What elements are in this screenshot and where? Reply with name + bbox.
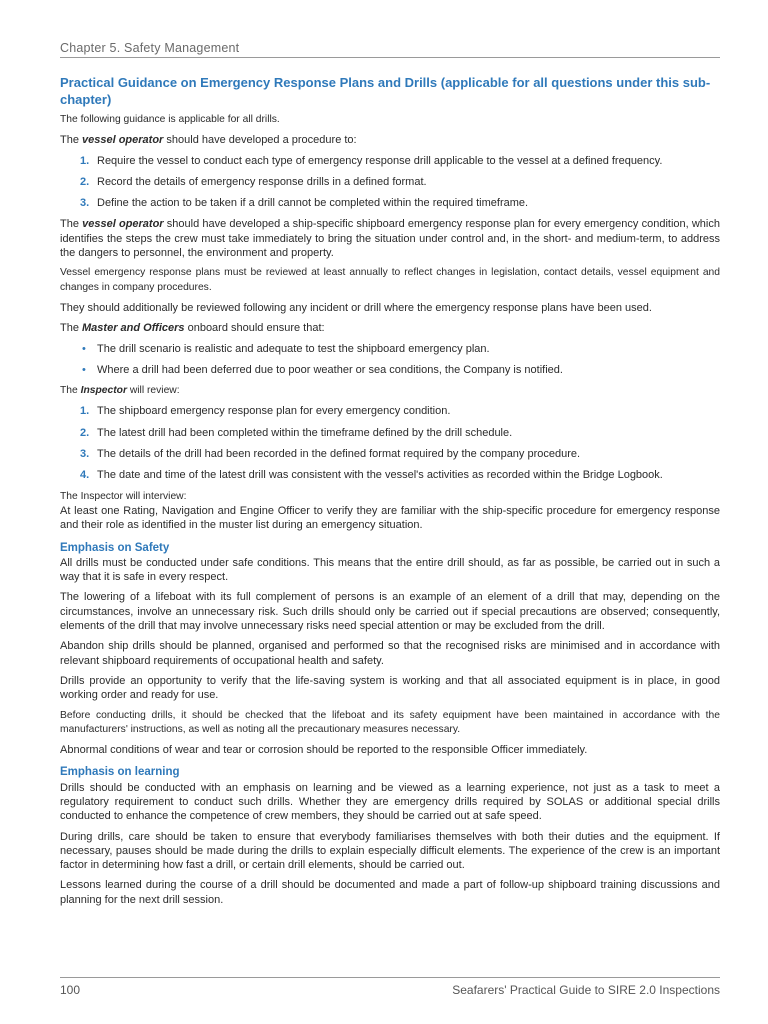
learning-paragraph: Drills should be conducted with an emphasis on learning and be viewed as a learning experience, not just as a task to meet a regulatory requirement to conduct such drills. Whether they are emergency drills required by SOLAS or additional special drills conducted to enhance the competence of crew members, they should be carried out at safe speed. bbox=[60, 781, 720, 823]
page-content bbox=[60, 74, 720, 913]
operator-procedure-list bbox=[60, 154, 720, 211]
list-item: 1. Require the vessel to conduct each type of emergency response drill applicable to the vessel at a defined frequency. bbox=[80, 154, 663, 167]
additional-review-paragraph: They should additionally be reviewed following any incident or drill where the emergency response plans have been used. bbox=[60, 301, 652, 314]
safety-paragraph: Drills provide an opportunity to verify that the life-saving system is working and that all associated equipment is in place, in good working order and ready for use. bbox=[60, 674, 720, 702]
list-number: 4. bbox=[80, 469, 90, 482]
safety-paragraph: Abnormal conditions of wear and tear or corrosion should be reported to the responsible Officer immediately. bbox=[60, 744, 588, 757]
heading-emphasis-learning: Emphasis on learning bbox=[60, 766, 180, 779]
emphasis-vessel-operator: vessel operator bbox=[82, 218, 164, 231]
section-title: Practical Guidance on Emergency Response Plans and Drills (applicable for all questions under this sub-chapter) bbox=[60, 75, 711, 107]
list-number: 1. bbox=[80, 405, 90, 418]
list-number: 3. bbox=[80, 448, 90, 461]
list-number: 1. bbox=[80, 154, 90, 167]
emphasis-inspector: Inspector bbox=[80, 385, 127, 397]
operator-procedure-intro: The vessel operator should have developed a procedure to: bbox=[60, 134, 357, 147]
intro-paragraph: The following guidance is applicable for all drills. bbox=[60, 114, 280, 125]
bullet-icon: • bbox=[82, 342, 86, 355]
operator-plan-paragraph: The vessel operator should have developed a ship-specific shipboard emergency response plan for every emergency condition, which identifies the steps the crew must take immediately to bring the situation under control and, in the short- and medium-term, to address the dangers to personnel, the environment and property. bbox=[60, 218, 720, 260]
list-number: 3. bbox=[80, 197, 90, 210]
safety-paragraph: Abandon ship drills should be planned, organised and performed so that the recognised risks are minimised and in accordance with relevant shipboard requirements of occupational health and safety. bbox=[60, 640, 720, 667]
heading-emphasis-safety: Emphasis on Safety bbox=[60, 541, 170, 554]
list-number: 2. bbox=[80, 175, 90, 188]
list-item: 3. Define the action to be taken if a drill cannot be completed within the required timeframe. bbox=[80, 197, 529, 210]
emphasis-master-officers: Master and Officers bbox=[82, 322, 185, 335]
inspector-interview-label: The Inspector will interview: bbox=[60, 490, 187, 502]
document-page bbox=[60, 0, 720, 1024]
footer-divider bbox=[60, 977, 720, 978]
list-item: 2. Record the details of emergency response drills in a defined format. bbox=[80, 175, 427, 188]
chapter-header: Chapter 5. Safety Management bbox=[60, 41, 240, 55]
list-item: 4. The date and time of the latest drill was consistent with the vessel's activities as recorded within the Bridge Logbook. bbox=[80, 469, 663, 482]
review-paragraph: Vessel emergency response plans must be reviewed at least annually to reflect changes in legislation, contact details, vessel equipment and changes in company procedures. bbox=[60, 267, 720, 293]
list-item: • The drill scenario is realistic and adequate to test the shipboard emergency plan. bbox=[82, 342, 490, 355]
master-bullet-list bbox=[60, 342, 720, 378]
master-intro: The Master and Officers onboard should ensure that: bbox=[60, 322, 325, 335]
safety-paragraph: The lowering of a lifeboat with its full complement of persons is an example of an element of a drill that may, depending on the circumstances, involve an unnecessary risk. Such drills should only be carried out if special precautions are observed; consequently, elements of the drill that may involve unnecessary risks need special attention or may be excluded from the drill. bbox=[60, 591, 720, 633]
learning-paragraph: Lessons learned during the course of a drill should be documented and made a part of follow-up shipboard training discussions and planning for the next drill session. bbox=[60, 879, 720, 906]
learning-paragraph: During drills, care should be taken to ensure that everybody familiarises themselves with both their duties and the equipment. If necessary, pauses should be made during the drills to explain especially difficult elements. The experience of the crew is an important factor in determining how fast a drill, or certain drill elements, should be carried out. bbox=[60, 830, 720, 872]
bullet-icon: • bbox=[82, 363, 86, 376]
inspector-interview-paragraph: At least one Rating, Navigation and Engine Officer to verify they are familiar with the ship-specific procedure for emergency response and their role as identified in the muster list during an emergency situation. bbox=[60, 504, 720, 532]
footer-title: Seafarers' Practical Guide to SIRE 2.0 Inspections bbox=[452, 983, 720, 997]
list-item: 2. The latest drill had been completed within the timeframe defined by the drill schedule. bbox=[80, 426, 513, 439]
list-item: 1. The shipboard emergency response plan for every emergency condition. bbox=[80, 405, 451, 418]
list-item: • Where a drill had been deferred due to poor weather or sea conditions, the Company is notified. bbox=[82, 363, 563, 376]
list-number: 2. bbox=[80, 426, 90, 439]
page-number: 100 bbox=[60, 983, 81, 997]
header-divider bbox=[60, 57, 720, 58]
inspector-review-list bbox=[60, 404, 720, 482]
emphasis-vessel-operator: vessel operator bbox=[82, 134, 164, 147]
safety-paragraph: Before conducting drills, it should be checked that the lifeboat and its safety equipment have been maintained in accordance with the manufacturers' instructions, as well as noting all the precautionary measures necessary. bbox=[60, 709, 720, 735]
inspector-review-intro: The Inspector will review: bbox=[60, 385, 180, 397]
list-item: 3. The details of the drill had been recorded in the defined format required by the company procedure. bbox=[80, 448, 581, 461]
safety-paragraph: All drills must be conducted under safe conditions. This means that the entire drill should, as far as possible, be carried out in such a way that it is safe in every respect. bbox=[60, 556, 720, 584]
